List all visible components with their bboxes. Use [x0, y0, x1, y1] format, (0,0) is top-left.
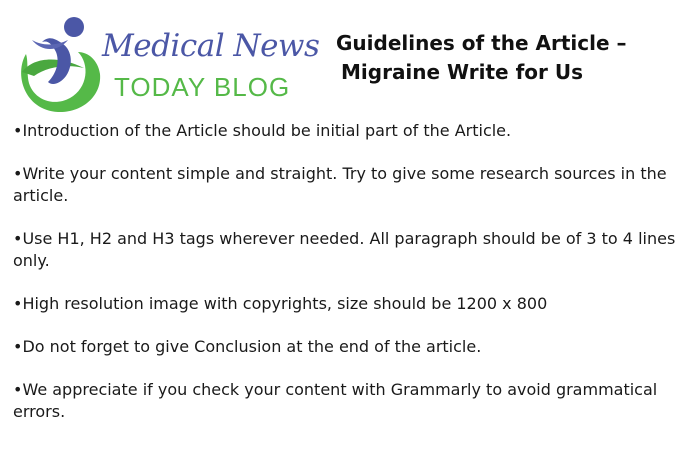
page-title-line-1: Guidelines of the Article – [336, 31, 627, 55]
guideline-item: •High resolution image with copyrights, size should be 1200 x 800 [13, 294, 548, 313]
guideline-item: •Write your content simple and straight. Try to give some research sources in the article. [13, 164, 667, 205]
page-title [336, 29, 686, 87]
site-logo[interactable] [12, 12, 320, 116]
medical-figure-icon [12, 12, 112, 116]
logo-text-medical-news: Medical News [102, 28, 320, 64]
guideline-item: •Use H1, H2 and H3 tags wherever needed. All paragraph should be of 3 to 4 lines only. [13, 229, 676, 270]
guideline-item: •Do not forget to give Conclusion at the end of the article. [13, 337, 482, 356]
page-title-line-2: Migraine Write for Us [341, 60, 583, 84]
guideline-item: •We appreciate if you check your content with Grammarly to avoid grammatical errors. [13, 380, 658, 421]
guideline-item: •Introduction of the Article should be initial part of the Article. [13, 121, 512, 140]
guidelines-list [13, 120, 693, 444]
logo-text-today-blog: TODAY BLOG [114, 72, 291, 102]
